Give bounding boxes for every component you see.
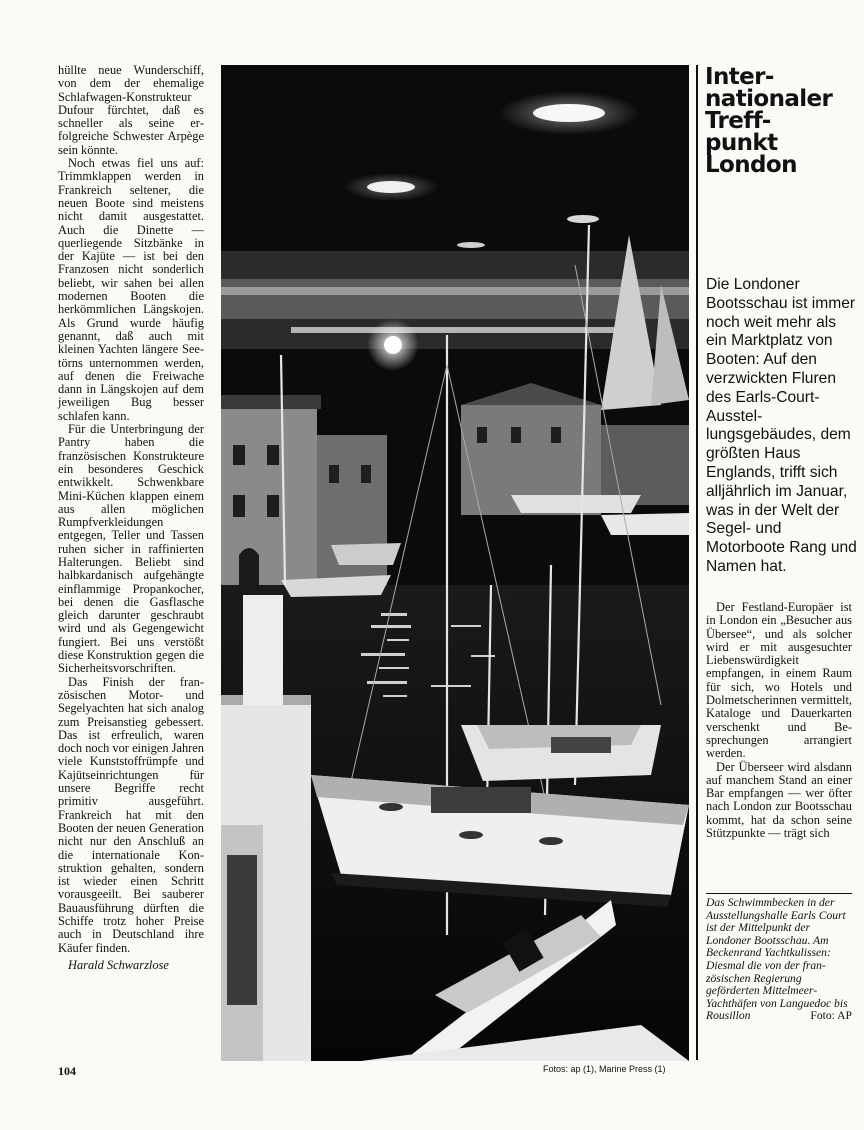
photo-caption [706, 897, 852, 1023]
headline-line-4: punkt [705, 130, 778, 156]
author-signature: Harald Schwarzlose [68, 957, 169, 972]
column-divider [696, 65, 698, 1060]
left-paragraph-4: Das Finish der französischen Motor- und Segelyachten hat sich analog zum Preisanstieg gebessert. Das ist erfreulich, waren doch noch vor einigen Jahren viele Kunststoffrümpfe und Kajütseinrichtungen für unsere Begriffe recht primitiv ausgeführt. Frankreich hat mit den Booten der neuen Generation nicht nur den Anschluß an die internationale Konstruktion gehalten, sondern ist wieder einen Schritt vorausgeeilt. Bei sauberer Bauausführung dürften die Schiffe trotz hoher Preise auch in Deutschland ihre Käufer finden. [58, 674, 204, 955]
headline [705, 66, 855, 176]
left-paragraph-1: hüllte neue Wunderschiff, von dem der ehemalige Schlafwagen-Konstrukteur Dufour fürchtet, daß es schneller als seine erfolgreiche Schwester Arpège sein könnte. [58, 63, 204, 157]
right-text-column [706, 601, 852, 840]
lead-paragraph: Die Londoner Bootsschau ist immer noch weit mehr als ein Marktplatz von Booten: Auf den verzwickten Fluren des Earls-Court-Ausstellungsgebäudes, dem größten Haus Englands, trifft sich alljährlich im Januar, was in der Welt der Segel- und Motorboote Rang und Namen hat. [706, 276, 857, 575]
headline-line-2: nationaler [705, 86, 833, 112]
caption-text: Das Schwimmbecken in der Ausstellungshalle Earls Court ist der Mittelpunkt der Londoner Bootsschau. Am Beckenrand Yachtkulissen: Diesmal die von der französischen Regierung geförderten Mittelmeer-Yachthäfen von Languedoc bis Rousillon [706, 896, 848, 1023]
left-paragraph-3: Für die Unterbringung der Pantry haben die französischen Konstrukteure ein besonderes Geschick entwikkelt. Schwenkbare Mini-Küchen klappen einem aus allen möglichen Rumpfverkleidungen entgegen, Teller und Tassen ruhen sicher in raffinierten Halterungen. Beliebt sind halbkardanisch aufgehängte einflammige Propankocher, bei denen die Gasflasche gleich darunter geschraubt wird und als Gegengewicht fungiert. Bei uns verstößt diese Konstruktion gegen die Sicherheitsvorschriften. [58, 422, 204, 676]
left-text-column [58, 64, 204, 972]
headline-line-3: Treff- [705, 108, 771, 134]
photo-credit: Fotos: ap (1), Marine Press (1) [543, 1064, 666, 1074]
boat-show-photo [221, 65, 689, 1061]
caption-credit: Foto: AP [810, 1009, 852, 1023]
page-number: 104 [58, 1064, 76, 1078]
right-paragraph-1: Der Festland-Europäer ist in London ein „Besucher aus Übersee“, und als solcher wird er mit ausgesuchter Liebenswürdigkeit empfangen, in einem Raum für sich, wo Hotels und Dolmetscherinnen vermittelt, Kataloge und Dauerkarten verschenkt und Besprechungen arrangiert werden. [706, 600, 852, 761]
right-paragraph-2: Der Überseer wird alsdann auf manchem Stand an einer Bar empfangen — wer öfter nach London zur Bootsschau kommt, hat da schon seine Stützpunkte — trägt sich [706, 759, 852, 841]
caption-divider [706, 893, 852, 894]
boat-show-photo-illustration [221, 65, 689, 1061]
headline-line-1: Inter- [705, 64, 774, 90]
left-paragraph-2: Noch etwas fiel uns auf: Trimmklappen werden in Frankreich seltener, die neuen Boote sind meistens nicht damit ausgestattet. Auch die Dinette — querliegende Sitzbänke in der Kajüte — ist bei den Franzosen nicht sonderlich beliebt, wir sahen bei allen modernen Booten die herkömmlichen Längskojen. Als Grund wurde häufig genannt, daß auch mit kleinen Yachten längere Seetörns unternommen werden, auf denen die Freiwache dann in Längskojen auf dem jeweiligen Bug besser schlafen kann. [58, 156, 204, 423]
headline-line-5: London [705, 152, 797, 178]
